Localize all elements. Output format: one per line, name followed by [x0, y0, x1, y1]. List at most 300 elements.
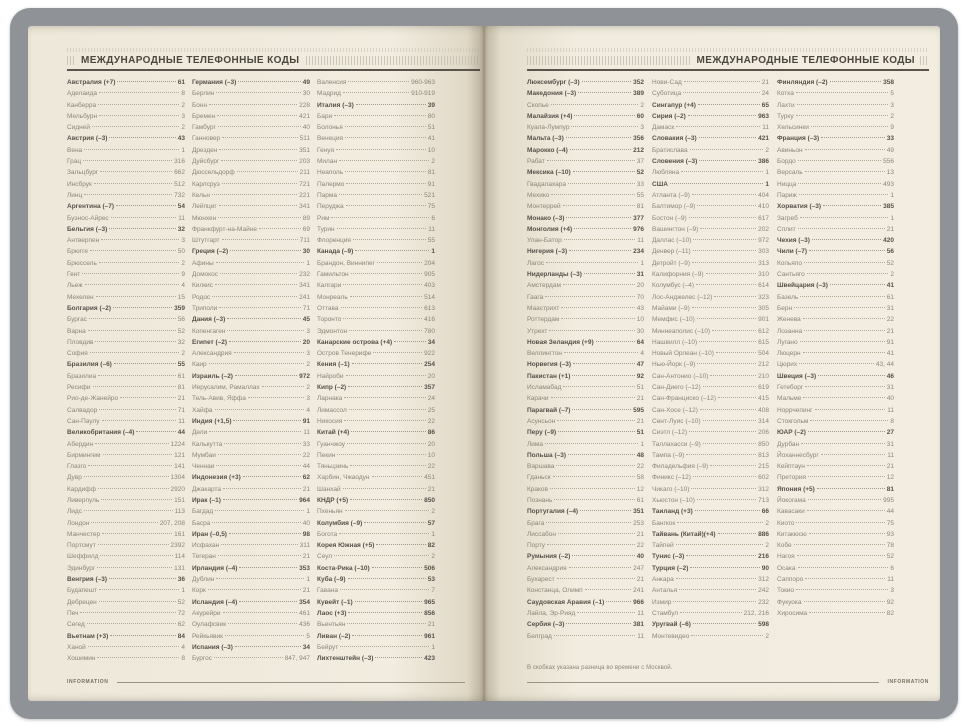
dotted-leader — [109, 137, 175, 138]
entry-code: 91 — [886, 338, 894, 346]
dotted-leader — [693, 476, 756, 477]
dotted-leader — [348, 612, 422, 613]
city-code-entry — [777, 585, 894, 596]
country-code-entry — [777, 133, 894, 144]
entry-name: Ирландия (–4) — [192, 564, 238, 572]
entry-code: 313 — [758, 259, 769, 267]
entry-code: 556 — [883, 158, 894, 166]
entry-name: Болонья — [317, 124, 343, 132]
country-code-entry — [652, 156, 769, 167]
entry-code: 713 — [758, 496, 769, 504]
entry-name: Домокос — [192, 271, 218, 279]
dotted-leader — [566, 623, 631, 624]
entry-name: Канада (–9) — [317, 248, 354, 256]
entry-code: 62 — [302, 474, 310, 482]
city-code-entry — [67, 348, 185, 359]
entry-name: Остров Тенерифе — [317, 350, 372, 358]
entry-name: Сегед — [67, 621, 85, 629]
dotted-leader — [220, 273, 297, 274]
entry-name: Пакистан (+1) — [527, 372, 571, 380]
entry-code: 12 — [886, 474, 894, 482]
city-code-entry — [67, 258, 185, 269]
entry-name: Мюнхен — [192, 214, 217, 222]
entry-code: 204 — [424, 259, 435, 267]
entry-code: 961 — [424, 632, 435, 640]
entry-code: 242 — [758, 587, 769, 595]
entry-code: 6 — [890, 564, 894, 572]
city-code-entry — [777, 393, 894, 404]
city-code-entry — [192, 190, 310, 201]
entry-name: Лайла, Эр-Рияд — [527, 609, 576, 617]
city-code-entry — [777, 495, 894, 506]
entry-code: 52 — [636, 169, 644, 177]
city-code-entry — [67, 472, 185, 483]
entry-code: 3 — [181, 112, 185, 120]
country-code-entry — [777, 427, 894, 438]
dotted-leader — [716, 352, 756, 353]
entry-name: Роттердам — [527, 316, 560, 324]
codes-column — [192, 77, 310, 664]
entry-code: 84 — [177, 632, 185, 640]
entry-code: 1304 — [170, 474, 185, 482]
dotted-leader — [697, 499, 756, 500]
entry-name: Тунис (–3) — [652, 553, 685, 561]
dotted-leader — [693, 239, 756, 240]
dotted-leader — [227, 330, 304, 331]
country-code-entry — [67, 133, 185, 144]
city-code-entry — [777, 258, 894, 269]
entry-name: Куала-Лумпур — [527, 124, 570, 132]
entry-name: Краков — [527, 485, 549, 493]
entry-name: Малайзия (+4) — [527, 112, 573, 120]
city-code-entry — [777, 179, 894, 190]
entry-code: 232 — [758, 598, 769, 606]
entry-name: Корк — [192, 587, 206, 595]
dotted-leader — [337, 454, 425, 455]
entry-code: 20 — [636, 282, 644, 290]
codes-column — [67, 77, 185, 664]
entry-code: 24 — [761, 90, 769, 98]
dotted-leader — [113, 307, 172, 308]
dotted-leader — [351, 273, 422, 274]
entry-name: Миннеаполис (–10) — [652, 327, 711, 335]
page-footer — [67, 679, 465, 685]
city-code-entry — [777, 439, 894, 450]
entry-name: Джакарта — [192, 485, 221, 493]
entry-code: 5 — [306, 632, 310, 640]
dotted-leader — [803, 397, 884, 398]
entry-name: Копенгаген — [192, 327, 226, 335]
dotted-leader — [794, 307, 885, 308]
dotted-leader — [808, 476, 885, 477]
entry-code: 966 — [633, 598, 644, 606]
entry-name: Вьетнам (+3) — [67, 632, 109, 640]
dotted-leader — [693, 623, 756, 624]
city-code-entry — [67, 111, 185, 122]
dotted-leader — [227, 318, 300, 319]
city-code-entry — [777, 529, 894, 540]
entry-code: 850 — [758, 440, 769, 448]
entry-name: Польша (–3) — [527, 451, 567, 459]
dotted-leader — [798, 160, 881, 161]
city-code-entry — [192, 551, 310, 562]
country-code-entry — [527, 77, 644, 88]
country-code-entry — [67, 201, 185, 212]
entry-code: 40 — [302, 519, 310, 527]
dotted-leader — [683, 92, 760, 93]
entry-code: 40 — [302, 124, 310, 132]
city-code-entry — [652, 190, 769, 201]
city-code-entry — [67, 506, 185, 517]
dotted-leader — [99, 262, 180, 263]
dotted-leader — [545, 443, 638, 444]
entry-code: 202 — [758, 225, 769, 233]
country-code-entry — [652, 133, 769, 144]
entry-code: 341 — [299, 282, 310, 290]
entry-code: 2 — [765, 519, 769, 527]
city-code-entry — [317, 450, 435, 461]
entry-name: Люцерн — [777, 350, 801, 358]
city-code-entry — [192, 156, 310, 167]
entry-code: 61 — [177, 79, 185, 86]
dotted-leader — [557, 420, 634, 421]
entry-name: Дрезден — [192, 146, 218, 154]
entry-name: Мальме — [777, 395, 802, 403]
entry-name: Мехико — [527, 191, 550, 199]
entry-code: 60 — [636, 112, 644, 120]
entry-code: 21 — [302, 485, 310, 493]
dotted-leader — [341, 307, 423, 308]
entry-name: Гаага — [527, 293, 544, 301]
city-code-entry — [192, 258, 310, 269]
entry-name: Оттава — [317, 304, 339, 312]
header-rule — [527, 69, 929, 71]
entry-name: Бейрут — [317, 643, 339, 651]
entry-name: Фукуока — [777, 598, 802, 606]
entry-name: Лима — [527, 440, 543, 448]
dotted-leader — [99, 115, 179, 116]
country-code-entry — [192, 246, 310, 257]
dotted-leader — [85, 284, 180, 285]
dotted-leader — [94, 183, 172, 184]
city-code-entry — [67, 495, 185, 506]
city-code-entry — [317, 393, 435, 404]
entry-name: Люксембург (–3) — [527, 79, 580, 86]
entry-name: Инсбрук — [67, 180, 92, 188]
entry-code: 4 — [181, 643, 185, 651]
entry-name: Детройт (–9) — [652, 259, 690, 267]
decorative-hatch-strip — [527, 48, 929, 52]
city-code-entry — [67, 619, 185, 630]
dotted-leader — [807, 273, 889, 274]
entry-code: 45 — [302, 316, 310, 324]
entry-name: Эдинбург — [67, 564, 96, 572]
dotted-leader — [803, 352, 885, 353]
city-code-entry — [67, 585, 185, 596]
entry-code: 216 — [758, 553, 769, 561]
dotted-leader — [102, 420, 177, 421]
city-code-entry — [777, 326, 894, 337]
dotted-leader — [100, 555, 172, 556]
entry-code: 850 — [424, 496, 435, 504]
city-code-entry — [652, 235, 769, 246]
city-code-entry — [652, 201, 769, 212]
dotted-leader — [221, 544, 297, 545]
dotted-leader — [712, 330, 756, 331]
country-code-entry — [317, 246, 435, 257]
city-code-entry — [527, 484, 644, 495]
dotted-leader — [807, 465, 885, 466]
entry-name: Коста-Рика (–10) — [317, 564, 370, 572]
entry-code: 13 — [886, 169, 894, 177]
entry-code: 21 — [636, 417, 644, 425]
dotted-leader — [798, 183, 881, 184]
entry-name: Бельгия (–3) — [67, 225, 108, 233]
entry-code: 1 — [640, 440, 644, 448]
entry-name: Лондон — [67, 519, 90, 527]
dotted-leader — [99, 589, 179, 590]
dotted-leader — [331, 217, 429, 218]
dotted-leader — [347, 623, 425, 624]
city-code-entry — [192, 484, 310, 495]
dotted-leader — [334, 555, 429, 556]
entry-name: Индия (+1,5) — [192, 417, 232, 425]
entry-name: Калифорния (–9) — [652, 271, 704, 279]
entry-code: 2392 — [170, 542, 185, 550]
city-code-entry — [777, 405, 894, 416]
entry-code: 420 — [883, 237, 894, 245]
entry-name: Кейптаун — [777, 463, 805, 471]
entry-name: Ирак (–1) — [192, 496, 221, 504]
dotted-leader — [348, 386, 422, 387]
dotted-leader — [116, 205, 176, 206]
city-code-entry — [67, 540, 185, 551]
dotted-leader — [364, 522, 426, 523]
entry-name: Килкис — [192, 282, 213, 290]
entry-code: 41 — [886, 282, 894, 290]
entry-name: Анталья — [652, 587, 678, 595]
entry-code: 254 — [424, 361, 435, 369]
entry-name: Мальта (–3) — [527, 135, 564, 143]
country-code-entry — [527, 359, 644, 370]
dotted-leader — [235, 646, 301, 647]
country-code-entry — [67, 427, 185, 438]
entry-code: 21 — [886, 327, 894, 335]
country-code-entry — [192, 563, 310, 574]
entry-code: 964 — [299, 496, 310, 504]
city-code-entry — [192, 280, 310, 291]
dotted-leader — [347, 443, 426, 444]
entry-code: 27 — [886, 429, 894, 437]
city-code-entry — [777, 145, 894, 156]
entry-name: Утрехт — [527, 327, 548, 335]
entry-code: 81 — [636, 203, 644, 211]
entry-name: Дувр — [67, 474, 82, 482]
city-code-entry — [317, 190, 435, 201]
city-code-entry — [317, 280, 435, 291]
entry-name: Познань — [527, 496, 553, 504]
page-left — [28, 26, 484, 701]
decorative-pattern — [527, 56, 690, 65]
city-code-entry — [777, 574, 894, 585]
dotted-leader — [209, 363, 305, 364]
entry-code: 69 — [302, 225, 310, 233]
entry-code: 3 — [306, 327, 310, 335]
entry-name: Пхеньян — [317, 508, 343, 516]
dotted-leader — [83, 160, 172, 161]
dotted-leader — [697, 205, 756, 206]
entry-code: 207, 208 — [159, 519, 185, 527]
entry-name: Кардифф — [67, 485, 96, 493]
dotted-leader — [710, 465, 756, 466]
entry-code: 1 — [431, 530, 435, 538]
entry-name: Норвегия (–3) — [527, 361, 572, 369]
dotted-leader — [215, 409, 305, 410]
entry-name: Бразилия (–6) — [67, 361, 112, 369]
city-code-entry — [777, 359, 894, 370]
entry-name: Печ — [67, 609, 79, 617]
entry-name: Тайпей — [652, 542, 674, 550]
entry-name: Асунсьон — [527, 417, 556, 425]
city-code-entry — [527, 574, 644, 585]
dotted-leader — [111, 217, 177, 218]
entry-name: Китай (+4) — [317, 429, 350, 437]
entry-name: Дамаск — [652, 124, 675, 132]
dotted-leader — [681, 171, 763, 172]
dotted-leader — [699, 160, 756, 161]
city-code-entry — [527, 348, 644, 359]
entry-name: Харбин, Чжаодун — [317, 474, 370, 482]
country-code-entry — [777, 77, 894, 88]
dotted-leader — [218, 454, 301, 455]
entry-name: Бордо — [777, 158, 796, 166]
dotted-leader — [344, 397, 425, 398]
dotted-leader — [88, 330, 176, 331]
country-code-entry — [67, 574, 185, 585]
entry-name: Тайвань (Китай)(+4) — [652, 530, 716, 538]
city-code-entry — [527, 100, 644, 111]
entry-code: 351 — [299, 146, 310, 154]
dotted-leader — [580, 510, 631, 511]
entry-code: 34 — [427, 338, 435, 346]
entry-name: Копьяпо — [777, 259, 802, 267]
city-code-entry — [652, 303, 769, 314]
country-code-entry — [527, 224, 644, 235]
entry-code: 52 — [886, 553, 894, 561]
entry-name: Шанхай — [317, 485, 341, 493]
entry-name: Франкфурт-на-Майне — [192, 225, 257, 233]
entry-code: 70 — [636, 293, 644, 301]
entry-name: Стокгольм — [777, 417, 809, 425]
entry-name: Грац — [67, 158, 82, 166]
entry-name: Осака — [777, 564, 796, 572]
city-code-entry — [652, 224, 769, 235]
entry-code: 357 — [424, 384, 435, 392]
city-code-entry — [527, 292, 644, 303]
dotted-leader — [345, 510, 430, 511]
city-code-entry — [67, 393, 185, 404]
entry-code: 51 — [427, 124, 435, 132]
city-code-entry — [317, 133, 435, 144]
entry-name: Братислава — [652, 146, 688, 154]
entry-name: Цюрих — [777, 361, 798, 369]
entry-code: 91 — [302, 417, 310, 425]
city-code-entry — [192, 574, 310, 585]
dotted-leader — [710, 375, 756, 376]
entry-name: Франция (–3) — [777, 135, 820, 143]
entry-name: Сплит — [777, 225, 796, 233]
city-code-entry — [777, 597, 894, 608]
dotted-leader — [796, 115, 889, 116]
entry-code: 22 — [636, 463, 644, 471]
dotted-leader — [95, 341, 175, 342]
city-code-entry — [192, 506, 310, 517]
entry-name: Хайфа — [192, 406, 213, 414]
city-code-entry — [192, 348, 310, 359]
dotted-leader — [351, 431, 425, 432]
dotted-leader — [259, 228, 301, 229]
city-code-entry — [67, 269, 185, 280]
entry-code: 1 — [306, 508, 310, 516]
entry-code: 31 — [886, 384, 894, 392]
entry-code: 856 — [424, 609, 435, 617]
dotted-leader — [689, 431, 756, 432]
city-code-entry — [192, 518, 310, 529]
dotted-leader — [805, 386, 885, 387]
entry-code: 10 — [427, 451, 435, 459]
city-code-entry — [67, 100, 185, 111]
entry-code: 493 — [883, 180, 894, 188]
entry-name: США — [652, 180, 668, 188]
entry-name: Белград — [527, 632, 552, 640]
entry-code: 2 — [431, 553, 435, 561]
country-code-entry — [527, 597, 644, 608]
dotted-leader — [355, 601, 422, 602]
entry-code: 312 — [758, 485, 769, 493]
city-code-entry — [192, 461, 310, 472]
city-code-entry — [67, 190, 185, 201]
dotted-leader — [547, 160, 635, 161]
city-code-entry — [192, 179, 310, 190]
dotted-leader — [216, 262, 305, 263]
dotted-leader — [797, 104, 889, 105]
dotted-leader — [100, 171, 172, 172]
entry-code: 1 — [306, 259, 310, 267]
city-code-entry — [67, 326, 185, 337]
dotted-leader — [336, 149, 426, 150]
entry-name: Кавасаки — [777, 508, 805, 516]
dotted-leader — [805, 171, 885, 172]
entry-name: Хошимин — [67, 655, 96, 663]
entry-code: 31 — [886, 440, 894, 448]
dotted-leader — [689, 217, 757, 218]
country-code-entry — [67, 77, 185, 88]
entry-code: 211 — [299, 169, 310, 177]
dotted-leader — [88, 646, 180, 647]
dotted-leader — [223, 488, 301, 489]
entry-code: 90 — [761, 564, 769, 572]
dotted-leader — [234, 352, 305, 353]
entry-code: 4 — [181, 282, 185, 290]
entry-code: 922 — [424, 350, 435, 358]
entry-name: Эдмонтон — [317, 327, 348, 335]
entry-name: Афины — [192, 259, 214, 267]
dotted-leader — [87, 623, 176, 624]
city-code-entry — [527, 416, 644, 427]
entry-name: Чехия (–3) — [777, 237, 810, 245]
entry-name: Флоренция — [317, 237, 351, 245]
city-code-entry — [67, 653, 185, 664]
